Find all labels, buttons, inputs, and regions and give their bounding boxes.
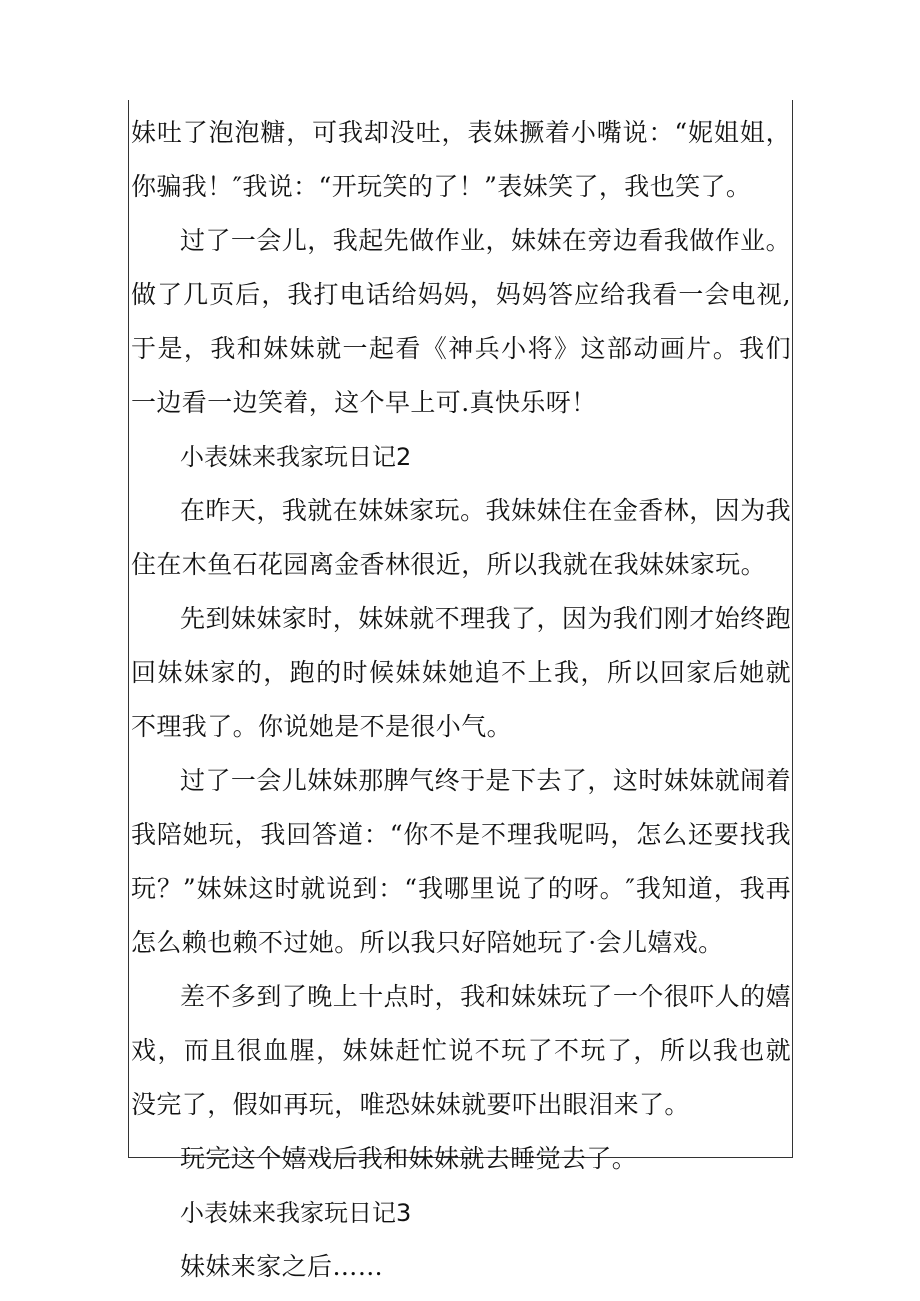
paragraph-3: 在昨天，我就在妹妹家玩。我妹妹住在金香林，因为我住在木鱼石花园离金香林很近，所以我就在我妹妹家玩。 <box>131 496 791 579</box>
paragraph-8: 妹妹来家之后…… <box>180 1252 384 1281</box>
section-heading-2: 小表妹来我家玩日记2 <box>180 443 412 471</box>
paragraph-6: 差不多到了晚上十点时，我和妹妹玩了一个很吓人的嬉戏，而且很血腥，妹妹赶忙说不玩了不玩了，所以我也就没完了，假如再玩，唯恐妹妹就要吓出眼泪来了。 <box>131 982 791 1119</box>
paragraph-5: 过了一会儿妹妹那脾气终于是下去了，这时妹妹就闹着我陪她玩，我回答道：“你不是不理我呢吗，怎么还要找我玩？”妹妹这时就说到：“我哪里说了的呀。″我知道，我再怎么赖也赖不过她。所以我只好陪她玩了·会儿嬉戏。 <box>131 766 791 957</box>
document-body <box>131 106 791 1294</box>
paragraph-7: 玩完这个嬉戏后我和妹妹就去睡觉去了。 <box>180 1144 638 1173</box>
paragraph-4: 先到妹妹家时，妹妹就不理我了，因为我们刚才始终跑回妹妹家的，跑的时候妹妹她追不上我，所以回家后她就不理我了。你说她是不是很小气。 <box>131 604 791 741</box>
paragraph-2: 过了一会儿，我起先做作业，妹妹在旁边看我做作业。做了几页后，我打电话给妈妈，妈妈答应给我看一会电视,于是，我和妹妹就一起看《神兵小将》这部动画片。我们一边看一边笑着，这个早上可.真快乐呀！ <box>131 226 791 417</box>
paragraph-1: 妹吐了泡泡糖，可我却没吐，表妹撅着小嘴说：“妮姐姐，你骗我！″我说：“开玩笑的了！”表妹笑了，我也笑了。 <box>131 118 791 201</box>
section-heading-3: 小表妹来我家玩日记3 <box>180 1199 412 1227</box>
